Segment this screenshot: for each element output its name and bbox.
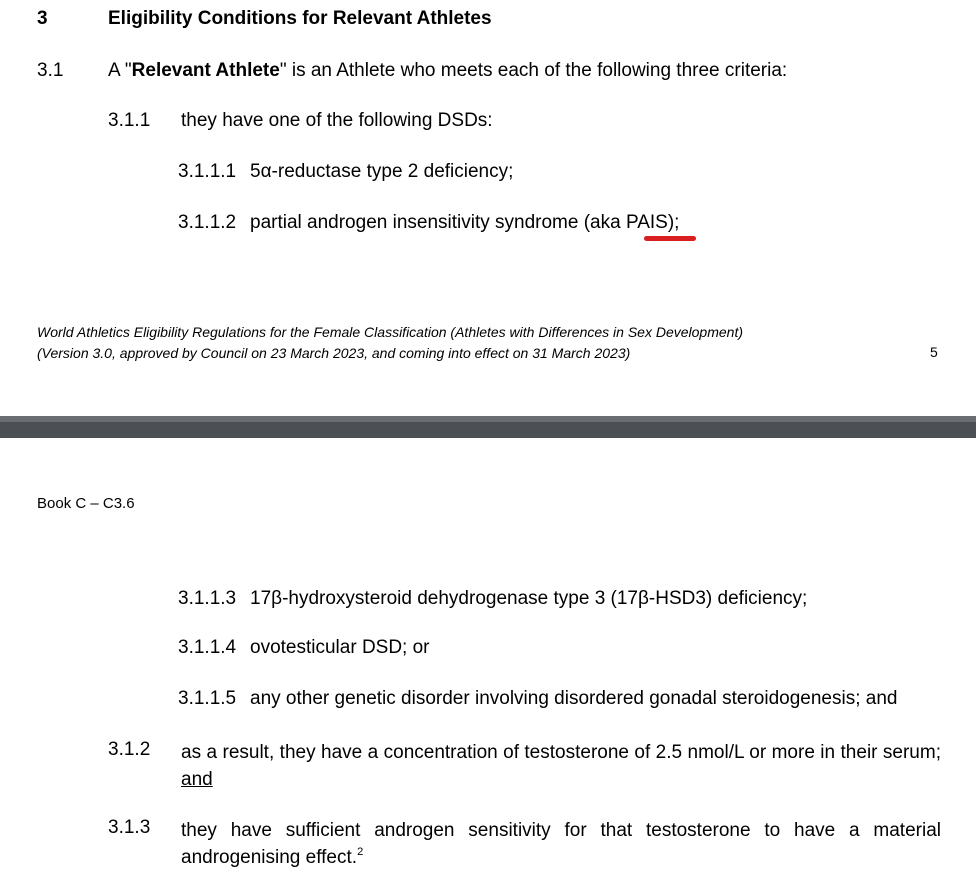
section-title: Eligibility Conditions for Relevant Athletes	[108, 8, 492, 29]
clause-3-1-1-4-text: ovotesticular DSD; or	[250, 637, 430, 658]
clause-3-1-1-2-number: 3.1.1.2	[178, 212, 237, 233]
clause-3-1-1-5-number: 3.1.1.5	[178, 688, 237, 709]
clause-3-1-1-3-text: 17β-hydroxysteroid dehydrogenase type 3 (17β-HSD3) deficiency;	[250, 588, 808, 609]
clause-3-1-number: 3.1	[37, 60, 64, 81]
pais-term: PAIS	[625, 212, 668, 233]
clause-3-1-1-1-number: 3.1.1.1	[178, 161, 237, 182]
clause-3-1-1-1-text: 5α-reductase type 2 deficiency;	[250, 161, 514, 182]
clause-3-1-3-body: they have sufficient androgen sensitivity for that testosterone to have a material androgenising effect.	[181, 820, 941, 868]
clause-3-1-1-2-post: );	[667, 212, 680, 233]
book-header: Book C – C3.6	[37, 495, 135, 512]
clause-3-1-text	[108, 60, 787, 82]
relevant-athlete-term: Relevant Athlete	[131, 60, 280, 81]
clause-3-1-3-text	[181, 817, 941, 871]
clause-3-1-1-5-text: any other genetic disorder involving disordered gonadal steroidogenesis; and	[250, 688, 898, 709]
clause-3-1-2-body: as a result, they have a concentration of testosterone of 2.5 nmol/L or more in their serum;	[181, 742, 941, 763]
clause-3-1-2-and: and	[181, 769, 213, 790]
clause-3-1-3-number: 3.1.3	[108, 817, 151, 838]
clause-3-1-1-2-text	[250, 212, 679, 234]
clause-3-1-1-number: 3.1.1	[108, 110, 151, 131]
clause-3-1-1-4-number: 3.1.1.4	[178, 637, 237, 658]
footer-line-1: World Athletics Eligibility Regulations for the Female Classification (Athletes with Differences in Sex Development)	[37, 324, 743, 340]
page-number: 5	[930, 344, 938, 360]
clause-3-1-post: " is an Athlete who meets each of the following three criteria:	[279, 60, 788, 81]
red-annotation-underline	[644, 236, 696, 241]
clause-3-1-1-3-number: 3.1.1.3	[178, 588, 237, 609]
section-number: 3	[37, 8, 48, 29]
page-divider	[0, 416, 976, 438]
clause-3-1-2-text	[181, 739, 941, 793]
footnote-ref[interactable]: 2	[357, 846, 364, 858]
clause-3-1-1-2-pre: partial androgen insensitivity syndrome (aka	[250, 212, 626, 233]
clause-3-1-pre: A "	[108, 60, 132, 81]
clause-3-1-1-text: they have one of the following DSDs:	[181, 110, 493, 131]
footer-line-2: (Version 3.0, approved by Council on 23 March 2023, and coming into effect on 31 March 2023)	[37, 345, 631, 361]
clause-3-1-2-number: 3.1.2	[108, 739, 151, 760]
